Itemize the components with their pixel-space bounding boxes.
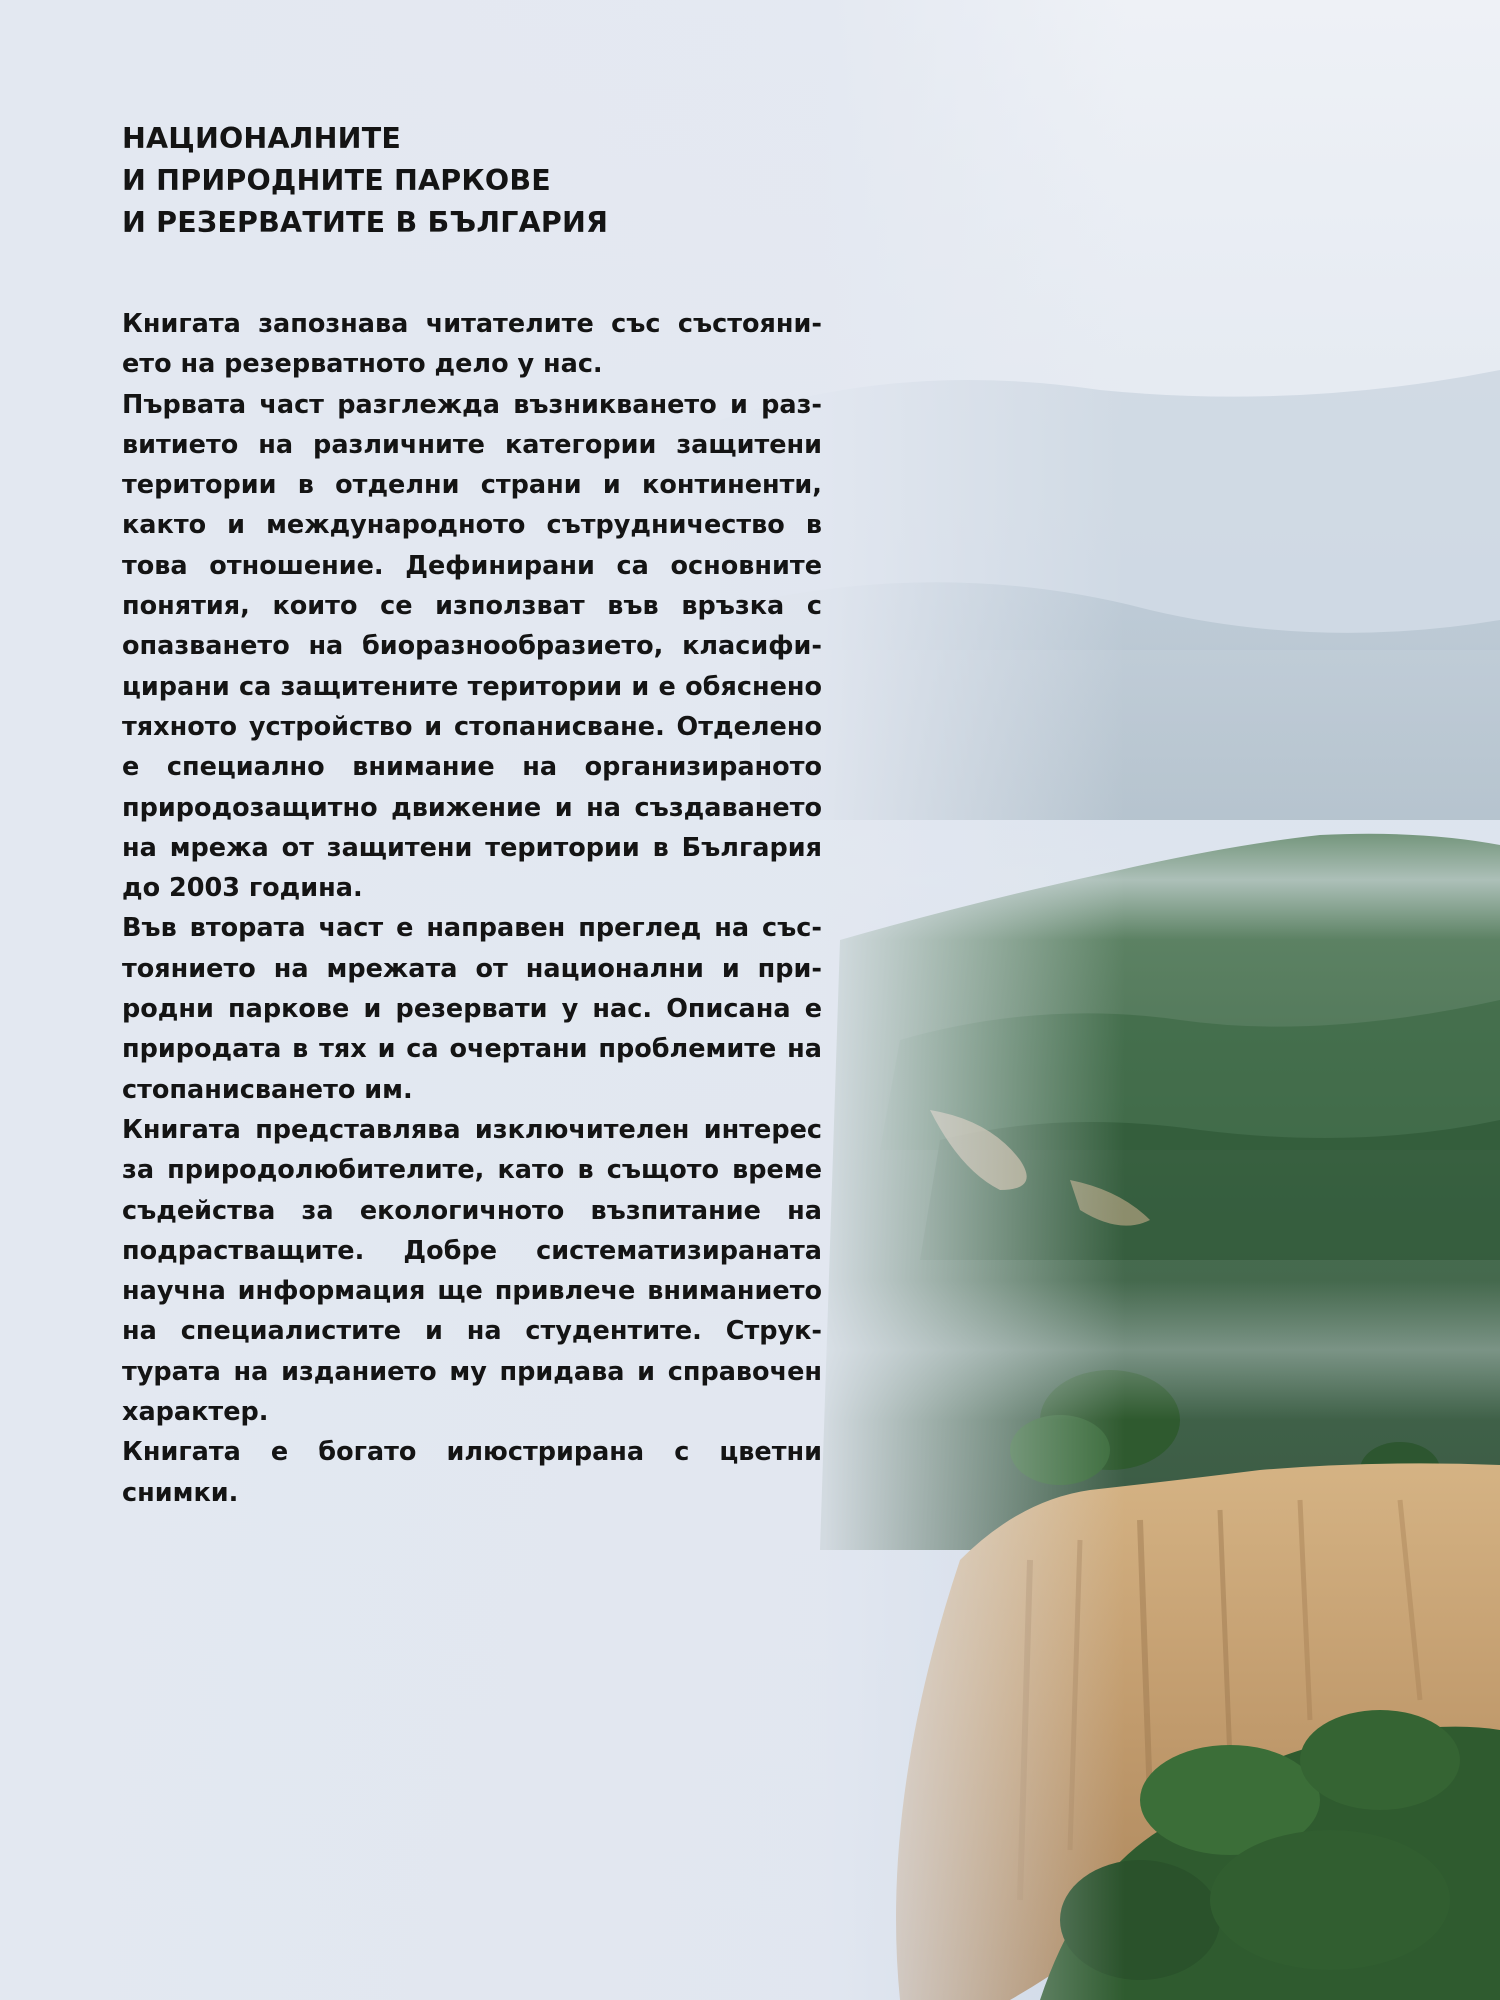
paragraph-interest: Книгата представлява изключителен интерес за природолюбителите, като в същото време съдейства за екологичното възпитание на подрастващите. Добре систематизираната научна информация ще привлече вниманието на специалистите и на студентите. Структурата на изданието му придава и справочен характер.	[122, 1114, 822, 1428]
paragraph-illustrations: Книгата е богато илюстрирана с цветни снимки.	[122, 1437, 822, 1508]
paragraph-part-two: Във втората част е направен преглед на състоянието на мрежата от национални и природни паркове и резервати у нас. Описана е природата в тях и са очертани проблемите на стопанисването им.	[122, 913, 822, 1105]
title-line-1: НАЦИОНАЛНИТЕ	[122, 122, 402, 155]
paragraph-intro: Книгата запознава читателите със състоянието на резерватното дело у нас.	[122, 309, 822, 380]
paragraph-part-one: Първата част разглежда възникването и развитието на различните категории защитени територии в отделни страни и континенти, както и международното сътрудничество в това отношение. Дефинирани са основните понятия, които се използват във връзка с опазването на биоразнообразието, класифицирани са защитените територии и е обяснено тяхното устройство и стопанисване. Отделено е специално внимание на организираното природозащитно движение и на създаването на мрежа от защитени територии в България до 2003 година.	[122, 389, 822, 904]
title-line-2: И ПРИРОДНИТЕ ПАРКОВЕ	[122, 164, 551, 197]
book-title	[122, 118, 822, 244]
cover-text	[122, 118, 822, 1513]
title-line-3: И РЕЗЕРВАТИТЕ В БЪЛГАРИЯ	[122, 206, 609, 239]
